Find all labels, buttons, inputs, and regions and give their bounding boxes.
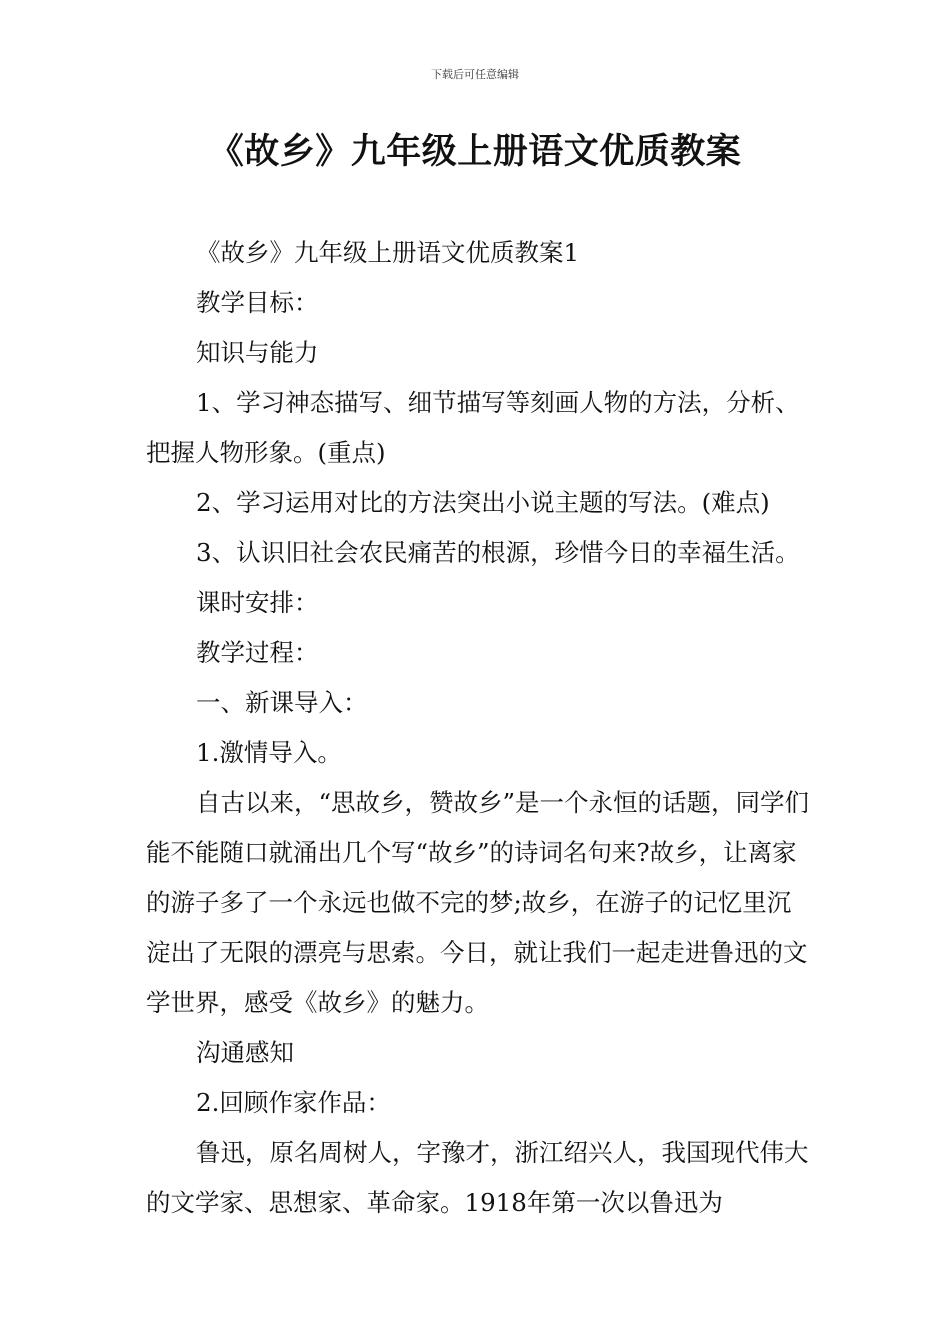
document-title: 《故乡》九年级上册语文优质教案 — [208, 132, 742, 172]
lesson-heading: 《故乡》九年级上册语文优质教案1 — [196, 238, 580, 267]
goal-item-2: 2、学习运用对比的方法突出小说主题的写法。(难点) — [196, 488, 770, 517]
section-communication: 沟通感知 — [196, 1038, 294, 1067]
section-teaching-goals: 教学目标： — [196, 288, 319, 317]
intro-paragraph: 自古以来，“思故乡，赞故乡”是一个永恒的话题，同学们能不能随口就涌出几个写“故乡”的诗词名句来?故乡，让离家的游子多了一个永远也做不完的梦;故乡，在游子的记忆里沉淀出了无限的漂亮与思索。今日，就让我们一起走进鲁迅的文学世界，感受《故乡》的魅力。 — [146, 788, 810, 1017]
page-header-note: 下载后可任意编辑 — [431, 68, 519, 81]
goal-item-1: 1、学习神态描写、细节描写等刻画人物的方法，分析、把握人物形象。(重点) — [146, 388, 800, 467]
subsection-knowledge-ability: 知识与能力 — [196, 338, 319, 367]
section-process: 教学过程： — [196, 638, 319, 667]
step-passionate-intro: 1.激情导入。 — [196, 738, 342, 767]
step-review-author: 2.回顾作家作品： — [196, 1088, 391, 1117]
document-body — [146, 228, 810, 1228]
section-schedule: 课时安排： — [196, 588, 319, 617]
author-paragraph: 鲁迅，原名周树人，字豫才，浙江绍兴人，我国现代伟大的文学家、思想家、革命家。1918年第一次以鲁迅为 — [146, 1138, 809, 1217]
goal-item-3: 3、认识旧社会农民痛苦的根源，珍惜今日的幸福生活。 — [196, 538, 800, 567]
step-new-lesson-intro: 一、新课导入： — [196, 688, 368, 717]
